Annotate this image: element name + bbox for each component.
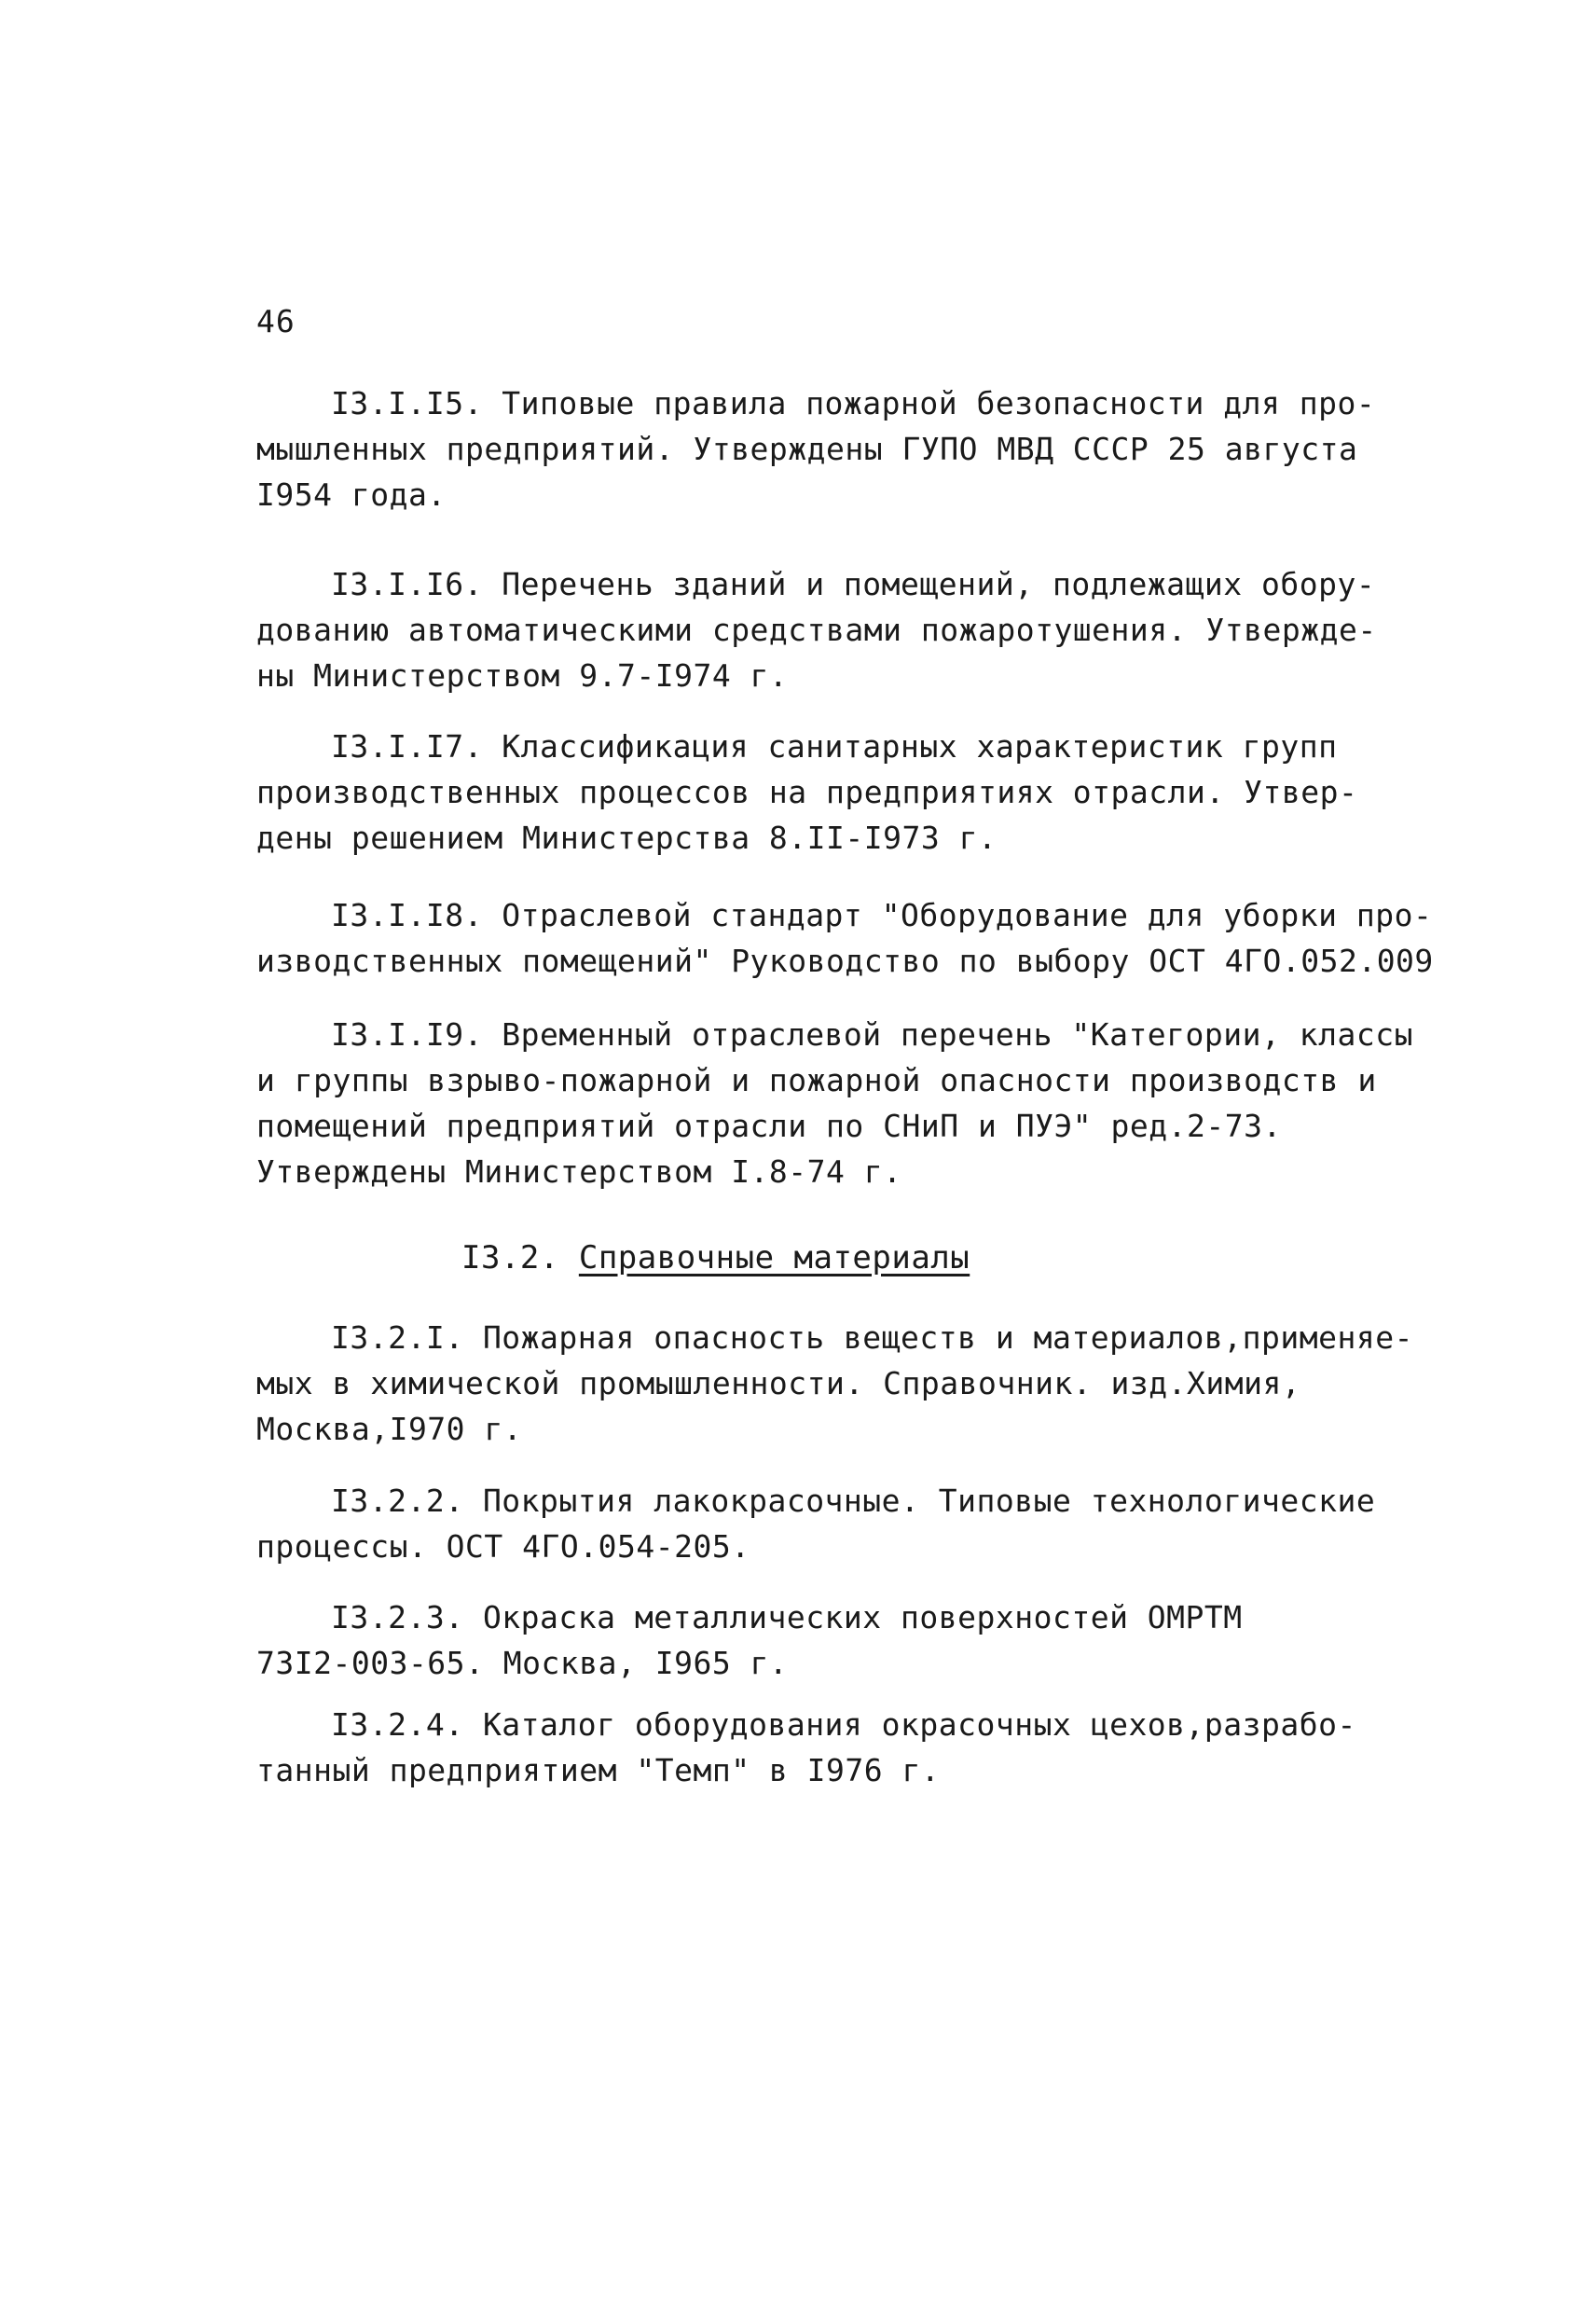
entry-line: I3.I.I8. Отраслевой стандарт "Оборудование для уборки про- xyxy=(331,897,1433,933)
entry-line: помещений предприятий отрасли по СНиП и ПУЭ" ред.2-73. xyxy=(256,1108,1282,1144)
reference-entry-13-2-3 xyxy=(256,1594,1375,1686)
reference-entry-13-2-2 xyxy=(256,1478,1375,1569)
entry-line: I3.I.I7. Классификация санитарных характеристик групп xyxy=(331,728,1338,765)
page-number: 46 xyxy=(256,303,296,339)
reference-entry-13-2-1 xyxy=(256,1315,1413,1452)
entry-line: изводственных помещений" Руководство по выбору ОСТ 4ГО.052.009 xyxy=(256,943,1434,979)
entry-line: процессы. ОСТ 4ГО.054-205. xyxy=(256,1528,750,1565)
entry-line: I3.I.I5. Типовые правила пожарной безопасности для про- xyxy=(331,385,1376,421)
entry-line: I3.2.I. Пожарная опасность веществ и материалов,применяе- xyxy=(331,1319,1413,1356)
entry-line: и группы взрыво-пожарной и пожарной опасности производств и xyxy=(256,1062,1377,1098)
entry-line: танный предприятием "Темп" в I976 г. xyxy=(256,1752,941,1788)
entry-line: I954 года. xyxy=(256,476,447,513)
reference-entry-13-1-19 xyxy=(256,1012,1413,1194)
entry-line: I3.2.2. Покрытия лакокрасочные. Типовые технологические xyxy=(331,1483,1376,1519)
entry-line: I3.2.3. Окраска металлических поверхностей ОМРТМ xyxy=(331,1599,1243,1635)
entry-line: I3.2.4. Каталог оборудования окрасочных цехов,разрабо- xyxy=(331,1706,1356,1743)
section-number: I3.2. xyxy=(461,1239,559,1276)
entry-line: мых в химической промышленности. Справочник. изд.Химия, xyxy=(256,1365,1301,1401)
reference-entry-13-1-15 xyxy=(256,380,1375,517)
reference-entry-13-2-4 xyxy=(256,1702,1375,1793)
entry-line: I3.I.I6. Перечень зданий и помещений, подлежащих обору- xyxy=(331,566,1376,602)
reference-entry-13-1-17 xyxy=(256,724,1375,861)
entry-line: Москва,I970 г. xyxy=(256,1411,523,1447)
entry-line: производственных процессов на предприятиях отрасли. Утвер- xyxy=(256,774,1358,810)
entry-line: мышленных предприятий. Утверждены ГУПО МВД СССР 25 августа xyxy=(256,431,1358,467)
section-heading xyxy=(461,1235,970,1281)
entry-line: дены решением Министерства 8.II-I973 г. xyxy=(256,820,998,856)
entry-line: ны Министерством 9.7-I974 г. xyxy=(256,657,789,694)
reference-entry-13-1-18 xyxy=(256,892,1434,984)
reference-entry-13-1-16 xyxy=(256,561,1375,698)
entry-line: 73I2-003-65. Москва, I965 г. xyxy=(256,1645,789,1681)
entry-line: Утверждены Министерством I.8-74 г. xyxy=(256,1153,902,1190)
entry-line: дованию автоматическими средствами пожаротушения. Утвержде- xyxy=(256,612,1377,648)
section-title: Справочные материалы xyxy=(578,1239,970,1276)
entry-line: I3.I.I9. Временный отраслевой перечень "Категории, классы xyxy=(331,1016,1413,1053)
